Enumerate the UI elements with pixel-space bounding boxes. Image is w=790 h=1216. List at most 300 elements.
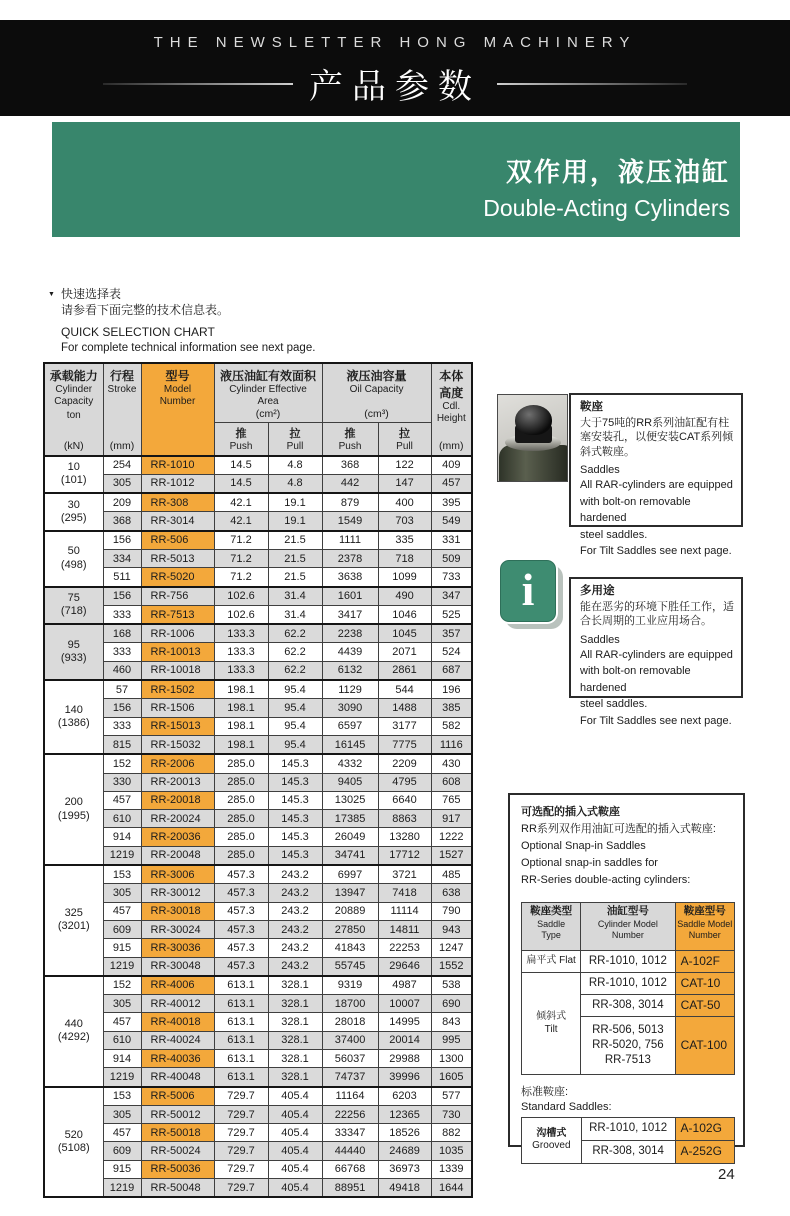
stroke-cell: 1219 xyxy=(103,1068,141,1087)
model-cell: RR-20013 xyxy=(141,773,214,791)
pull-area-cell: 145.3 xyxy=(268,791,322,809)
stroke-cell: 915 xyxy=(103,1160,141,1178)
model-cell: RR-50036 xyxy=(141,1160,214,1178)
pull-area-cell: 243.2 xyxy=(268,957,322,976)
stroke-cell: 334 xyxy=(103,549,141,567)
height-cell: 582 xyxy=(431,717,472,735)
standard-saddles-title-en: Standard Saddles: xyxy=(521,1101,612,1114)
push-area-cell: 285.0 xyxy=(214,791,268,809)
pull-oil-cell: 29988 xyxy=(378,1050,431,1068)
saddles-body-en-line: steel saddles. xyxy=(580,528,648,541)
height-cell: 409 xyxy=(431,456,472,475)
title-divider-right xyxy=(497,83,687,85)
pull-area-cell: 62.2 xyxy=(268,624,322,643)
push-area-cell: 198.1 xyxy=(214,680,268,699)
cyl-model-cell: RR-308, 3014 xyxy=(581,995,675,1017)
stroke-cell: 457 xyxy=(103,1013,141,1031)
push-area-cell: 729.7 xyxy=(214,1179,268,1198)
height-cell: 196 xyxy=(431,680,472,699)
push-oil-cell: 9319 xyxy=(322,976,378,995)
pull-area-cell: 4.8 xyxy=(268,474,322,493)
page-title: 产品参数 xyxy=(309,68,481,106)
model-cell: RR-20048 xyxy=(141,846,214,865)
quick-selection-table xyxy=(43,362,473,1198)
push-area-cell: 457.3 xyxy=(214,865,268,884)
table-row xyxy=(44,531,472,550)
saddles-info-box xyxy=(569,393,743,558)
height-cell: 1035 xyxy=(431,1142,472,1160)
push-area-cell: 285.0 xyxy=(214,773,268,791)
header-area-push: 推 Push xyxy=(214,423,268,456)
table-row xyxy=(44,1142,472,1160)
height-cell: 765 xyxy=(431,791,472,809)
pull-oil-cell: 14811 xyxy=(378,920,431,938)
push-oil-cell: 6997 xyxy=(322,865,378,884)
push-area-cell: 613.1 xyxy=(214,1013,268,1031)
table-row xyxy=(44,1179,472,1198)
table-row xyxy=(44,920,472,938)
saddle-model-cell: CAT-50 xyxy=(675,995,734,1017)
capacity-cell: 30 (295) xyxy=(44,493,103,531)
stroke-cell: 153 xyxy=(103,865,141,884)
snapin-subtitle-en1: Optional snap-in saddles for xyxy=(521,857,658,870)
stroke-cell: 209 xyxy=(103,493,141,512)
pull-area-cell: 243.2 xyxy=(268,902,322,920)
model-cell: RR-40024 xyxy=(141,1031,214,1049)
info-icon-glyph: i xyxy=(521,564,535,615)
table-row xyxy=(44,884,472,902)
model-cell: RR-7513 xyxy=(141,605,214,624)
saddles-body-en-line: All RAR-cylinders are equipped xyxy=(580,479,733,492)
pull-area-cell: 31.4 xyxy=(268,605,322,624)
pull-area-cell: 405.4 xyxy=(268,1160,322,1178)
model-cell: RR-30018 xyxy=(141,902,214,920)
pull-area-cell: 405.4 xyxy=(268,1087,322,1106)
push-area-cell: 71.2 xyxy=(214,549,268,567)
push-area-cell: 42.1 xyxy=(214,512,268,531)
push-area-cell: 613.1 xyxy=(214,976,268,995)
model-cell: RR-3014 xyxy=(141,512,214,531)
table-row xyxy=(44,643,472,661)
pull-area-cell: 328.1 xyxy=(268,995,322,1013)
model-cell: RR-30048 xyxy=(141,957,214,976)
table-row xyxy=(44,493,472,512)
standard-saddles-title-zh: 标准鞍座: xyxy=(521,1086,569,1099)
pull-oil-cell: 10007 xyxy=(378,995,431,1013)
capacity-cell: 10 (101) xyxy=(44,456,103,494)
stroke-cell: 305 xyxy=(103,474,141,493)
capacity-cell: 75 (718) xyxy=(44,587,103,625)
table-row xyxy=(44,810,472,828)
pull-oil-cell: 4987 xyxy=(378,976,431,995)
pull-oil-cell: 400 xyxy=(378,493,431,512)
push-area-cell: 457.3 xyxy=(214,920,268,938)
push-oil-cell: 20889 xyxy=(322,902,378,920)
pull-area-cell: 405.4 xyxy=(268,1105,322,1123)
pull-area-cell: 243.2 xyxy=(268,920,322,938)
height-cell: 385 xyxy=(431,699,472,717)
pull-area-cell: 95.4 xyxy=(268,699,322,717)
pull-oil-cell: 6203 xyxy=(378,1087,431,1106)
pull-oil-cell: 718 xyxy=(378,549,431,567)
pull-oil-cell: 18526 xyxy=(378,1124,431,1142)
height-cell: 995 xyxy=(431,1031,472,1049)
capacity-cell: 520 (5108) xyxy=(44,1087,103,1198)
push-area-cell: 285.0 xyxy=(214,754,268,773)
stroke-cell: 305 xyxy=(103,1105,141,1123)
pull-area-cell: 328.1 xyxy=(268,976,322,995)
model-cell: RR-50048 xyxy=(141,1179,214,1198)
stroke-cell: 254 xyxy=(103,456,141,475)
push-area-cell: 133.3 xyxy=(214,661,268,680)
table-row xyxy=(44,549,472,567)
info-body-en-line: All RAR-cylinders are equipped xyxy=(580,648,733,661)
table-row xyxy=(44,456,472,475)
push-oil-cell: 1129 xyxy=(322,680,378,699)
pull-oil-cell: 2209 xyxy=(378,754,431,773)
stroke-cell: 152 xyxy=(103,754,141,773)
model-cell: RR-2006 xyxy=(141,754,214,773)
push-area-cell: 613.1 xyxy=(214,1068,268,1087)
pull-area-cell: 145.3 xyxy=(268,846,322,865)
stroke-cell: 57 xyxy=(103,680,141,699)
info-icon xyxy=(498,558,558,624)
stroke-cell: 1219 xyxy=(103,1179,141,1198)
saddle-model-cell: A-102G xyxy=(675,1117,734,1140)
pull-oil-cell: 22253 xyxy=(378,939,431,957)
push-oil-cell: 27850 xyxy=(322,920,378,938)
model-cell: RR-20036 xyxy=(141,828,214,846)
stroke-cell: 460 xyxy=(103,661,141,680)
model-cell: RR-20018 xyxy=(141,791,214,809)
masthead xyxy=(0,20,790,116)
table-row xyxy=(44,846,472,865)
model-cell: RR-40036 xyxy=(141,1050,214,1068)
table-row xyxy=(44,1087,472,1106)
model-cell: RR-40018 xyxy=(141,1013,214,1031)
model-cell: RR-506 xyxy=(141,531,214,550)
header-height: 本体 高度 Cdl. Height (mm) xyxy=(431,363,472,456)
push-area-cell: 71.2 xyxy=(214,568,268,587)
table-row xyxy=(44,1013,472,1031)
header-stroke: 行程 Stroke (mm) xyxy=(103,363,141,456)
stroke-cell: 457 xyxy=(103,902,141,920)
info-body-zh: 能在恶劣的环境下胜任工作，适合长周期的工业应用场合。 xyxy=(580,600,734,628)
model-cell: RR-5013 xyxy=(141,549,214,567)
model-cell: RR-50012 xyxy=(141,1105,214,1123)
push-oil-cell: 1549 xyxy=(322,512,378,531)
pull-oil-cell: 20014 xyxy=(378,1031,431,1049)
pull-oil-cell: 1488 xyxy=(378,699,431,717)
header-model: 型号 Model Number xyxy=(141,363,214,456)
height-cell: 1247 xyxy=(431,939,472,957)
push-area-cell: 198.1 xyxy=(214,699,268,717)
header-oil-push: 推 Push xyxy=(322,423,378,456)
pull-area-cell: 328.1 xyxy=(268,1031,322,1049)
stroke-cell: 609 xyxy=(103,920,141,938)
table-row xyxy=(44,773,472,791)
push-area-cell: 729.7 xyxy=(214,1142,268,1160)
info-title-zh: 多用途 xyxy=(580,585,615,597)
table-row xyxy=(44,902,472,920)
stroke-cell: 610 xyxy=(103,1031,141,1049)
height-cell: 1116 xyxy=(431,735,472,754)
push-oil-cell: 16145 xyxy=(322,735,378,754)
stroke-cell: 330 xyxy=(103,773,141,791)
stroke-cell: 152 xyxy=(103,976,141,995)
capacity-cell: 325 (3201) xyxy=(44,865,103,976)
push-area-cell: 285.0 xyxy=(214,846,268,865)
push-oil-cell: 4439 xyxy=(322,643,378,661)
header-capacity: 承载能力 Cylinder Capacity ton (kN) xyxy=(44,363,103,456)
height-cell: 525 xyxy=(431,605,472,624)
table-row xyxy=(44,1050,472,1068)
pull-area-cell: 31.4 xyxy=(268,587,322,606)
pull-area-cell: 145.3 xyxy=(268,810,322,828)
snapin-header-type: 鞍座类型 Saddle Type xyxy=(522,903,581,951)
push-oil-cell: 66768 xyxy=(322,1160,378,1178)
pull-area-cell: 21.5 xyxy=(268,531,322,550)
height-cell: 577 xyxy=(431,1087,472,1106)
intro-block xyxy=(48,287,315,356)
table-row xyxy=(44,995,472,1013)
pull-area-cell: 145.3 xyxy=(268,828,322,846)
height-cell: 790 xyxy=(431,902,472,920)
snapin-saddles-box xyxy=(508,793,745,1159)
model-cell: RR-1010 xyxy=(141,456,214,475)
cyl-model-cell: RR-506, 5013 RR-5020, 756 RR-7513 xyxy=(581,1017,675,1075)
saddle-model-cell: CAT-100 xyxy=(675,1017,734,1075)
push-oil-cell: 6597 xyxy=(322,717,378,735)
pull-oil-cell: 335 xyxy=(378,531,431,550)
height-cell: 882 xyxy=(431,1124,472,1142)
banner-title-zh: 双作用，液压油缸 xyxy=(505,157,730,187)
pull-area-cell: 19.1 xyxy=(268,512,322,531)
table-row xyxy=(522,1117,735,1140)
cyl-model-cell: RR-1010, 1012 xyxy=(581,1117,675,1140)
push-area-cell: 457.3 xyxy=(214,884,268,902)
pull-oil-cell: 2071 xyxy=(378,643,431,661)
stroke-cell: 610 xyxy=(103,810,141,828)
capacity-cell: 440 (4292) xyxy=(44,976,103,1087)
table-row xyxy=(522,951,735,973)
snapin-subtitle-zh: RR系列双作用油缸可选配的插入式鞍座: xyxy=(521,823,716,836)
push-oil-cell: 55745 xyxy=(322,957,378,976)
stroke-cell: 168 xyxy=(103,624,141,643)
page-number: 24 xyxy=(718,1166,735,1183)
saddles-title-en: Saddles xyxy=(580,463,620,476)
push-oil-cell: 2238 xyxy=(322,624,378,643)
pull-area-cell: 19.1 xyxy=(268,493,322,512)
pull-area-cell: 95.4 xyxy=(268,717,322,735)
push-area-cell: 133.3 xyxy=(214,624,268,643)
push-oil-cell: 3090 xyxy=(322,699,378,717)
model-cell: RR-30012 xyxy=(141,884,214,902)
pull-oil-cell: 8863 xyxy=(378,810,431,828)
main-table-body xyxy=(44,456,472,1198)
pull-oil-cell: 11114 xyxy=(378,902,431,920)
snapin-title-en: Optional Snap-in Saddles xyxy=(521,840,646,853)
model-cell: RR-4006 xyxy=(141,976,214,995)
pull-area-cell: 243.2 xyxy=(268,865,322,884)
pull-area-cell: 145.3 xyxy=(268,754,322,773)
pull-area-cell: 21.5 xyxy=(268,549,322,567)
table-row xyxy=(44,865,472,884)
stroke-cell: 457 xyxy=(103,1124,141,1142)
push-oil-cell: 17385 xyxy=(322,810,378,828)
brand-line: THE NEWSLETTER HONG MACHINERY xyxy=(153,34,637,51)
pull-oil-cell: 36973 xyxy=(378,1160,431,1178)
header-oil-pull: 拉 Pull xyxy=(378,423,431,456)
stroke-cell: 511 xyxy=(103,568,141,587)
height-cell: 357 xyxy=(431,624,472,643)
pull-oil-cell: 122 xyxy=(378,456,431,475)
push-oil-cell: 1111 xyxy=(322,531,378,550)
model-cell: RR-20024 xyxy=(141,810,214,828)
model-cell: RR-15013 xyxy=(141,717,214,735)
saddles-body-en-line: For Tilt Saddles see next page. xyxy=(580,545,732,558)
push-area-cell: 102.6 xyxy=(214,587,268,606)
model-cell: RR-1006 xyxy=(141,624,214,643)
pull-area-cell: 95.4 xyxy=(268,735,322,754)
snapin-saddle-table xyxy=(521,902,735,1075)
push-area-cell: 71.2 xyxy=(214,531,268,550)
stroke-cell: 333 xyxy=(103,605,141,624)
intro-title-en: QUICK SELECTION CHART xyxy=(61,325,215,340)
table-row xyxy=(44,1124,472,1142)
table-row xyxy=(44,680,472,699)
height-cell: 457 xyxy=(431,474,472,493)
info-body-en-line: steel saddles. xyxy=(580,698,648,711)
height-cell: 1605 xyxy=(431,1068,472,1087)
push-oil-cell: 2378 xyxy=(322,549,378,567)
pull-oil-cell: 1099 xyxy=(378,568,431,587)
pull-oil-cell: 1046 xyxy=(378,605,431,624)
pull-oil-cell: 3721 xyxy=(378,865,431,884)
table-row xyxy=(44,1068,472,1087)
pull-area-cell: 328.1 xyxy=(268,1068,322,1087)
pull-oil-cell: 6640 xyxy=(378,791,431,809)
capacity-cell: 95 (933) xyxy=(44,624,103,680)
push-oil-cell: 28018 xyxy=(322,1013,378,1031)
push-oil-cell: 33347 xyxy=(322,1124,378,1142)
height-cell: 730 xyxy=(431,1105,472,1123)
model-cell: RR-40048 xyxy=(141,1068,214,1087)
push-area-cell: 457.3 xyxy=(214,957,268,976)
stroke-cell: 333 xyxy=(103,643,141,661)
pull-area-cell: 21.5 xyxy=(268,568,322,587)
height-cell: 1300 xyxy=(431,1050,472,1068)
pull-oil-cell: 17712 xyxy=(378,846,431,865)
push-oil-cell: 9405 xyxy=(322,773,378,791)
capacity-cell: 140 (1386) xyxy=(44,680,103,754)
stroke-cell: 1219 xyxy=(103,957,141,976)
pull-area-cell: 405.4 xyxy=(268,1179,322,1198)
pull-area-cell: 328.1 xyxy=(268,1050,322,1068)
pull-oil-cell: 14995 xyxy=(378,1013,431,1031)
stroke-cell: 368 xyxy=(103,512,141,531)
height-cell: 395 xyxy=(431,493,472,512)
table-row xyxy=(44,568,472,587)
pull-area-cell: 4.8 xyxy=(268,456,322,475)
push-oil-cell: 44440 xyxy=(322,1142,378,1160)
push-oil-cell: 1601 xyxy=(322,587,378,606)
pull-oil-cell: 4795 xyxy=(378,773,431,791)
table-row xyxy=(44,699,472,717)
push-oil-cell: 4332 xyxy=(322,754,378,773)
pull-oil-cell: 7775 xyxy=(378,735,431,754)
model-cell: RR-1012 xyxy=(141,474,214,493)
header-area-pull: 拉 Pull xyxy=(268,423,322,456)
push-oil-cell: 879 xyxy=(322,493,378,512)
saddle-model-cell: A-252G xyxy=(675,1140,734,1163)
height-cell: 1644 xyxy=(431,1179,472,1198)
table-row xyxy=(44,939,472,957)
push-oil-cell: 11164 xyxy=(322,1087,378,1106)
table-row xyxy=(44,474,472,493)
saddles-body-zh: 大于75吨的RR系列油缸配有柱塞安装孔，以便安装CAT系列倾斜式鞍座。 xyxy=(580,416,734,458)
intro-title-zh: 快速选择表 xyxy=(60,287,121,301)
height-cell: 331 xyxy=(431,531,472,550)
pull-area-cell: 95.4 xyxy=(268,680,322,699)
pull-oil-cell: 29646 xyxy=(378,957,431,976)
height-cell: 430 xyxy=(431,754,472,773)
model-cell: RR-1506 xyxy=(141,699,214,717)
height-cell: 509 xyxy=(431,549,472,567)
model-cell: RR-30036 xyxy=(141,939,214,957)
push-area-cell: 613.1 xyxy=(214,1031,268,1049)
stroke-cell: 914 xyxy=(103,1050,141,1068)
saddle-photo xyxy=(497,394,568,482)
info-title-en: Saddles xyxy=(580,633,620,646)
table-row xyxy=(44,754,472,773)
push-oil-cell: 74737 xyxy=(322,1068,378,1087)
table-row xyxy=(44,661,472,680)
saddles-body-en-line: with bolt-on removable hardened xyxy=(580,495,691,525)
title-divider-left xyxy=(103,83,293,85)
push-area-cell: 457.3 xyxy=(214,939,268,957)
saddle-model-cell: A-102F xyxy=(675,951,734,973)
pull-area-cell: 328.1 xyxy=(268,1013,322,1031)
model-cell: RR-15032 xyxy=(141,735,214,754)
saddle-type-cell: 沟槽式 Grooved xyxy=(522,1117,582,1163)
height-cell: 485 xyxy=(431,865,472,884)
height-cell: 733 xyxy=(431,568,472,587)
pull-oil-cell: 49418 xyxy=(378,1179,431,1198)
saddle-cap-shape xyxy=(515,405,552,435)
push-area-cell: 729.7 xyxy=(214,1105,268,1123)
table-row xyxy=(44,717,472,735)
height-cell: 347 xyxy=(431,587,472,606)
stroke-cell: 305 xyxy=(103,995,141,1013)
table-row xyxy=(44,735,472,754)
height-cell: 843 xyxy=(431,1013,472,1031)
model-cell: RR-5020 xyxy=(141,568,214,587)
pull-area-cell: 62.2 xyxy=(268,661,322,680)
table-row xyxy=(44,957,472,976)
push-area-cell: 613.1 xyxy=(214,1050,268,1068)
push-oil-cell: 41843 xyxy=(322,939,378,957)
height-cell: 1222 xyxy=(431,828,472,846)
model-cell: RR-5006 xyxy=(141,1087,214,1106)
pull-area-cell: 62.2 xyxy=(268,643,322,661)
pull-area-cell: 145.3 xyxy=(268,773,322,791)
push-area-cell: 14.5 xyxy=(214,474,268,493)
section-banner xyxy=(52,122,740,237)
push-oil-cell: 13947 xyxy=(322,884,378,902)
push-oil-cell: 37400 xyxy=(322,1031,378,1049)
push-area-cell: 285.0 xyxy=(214,810,268,828)
